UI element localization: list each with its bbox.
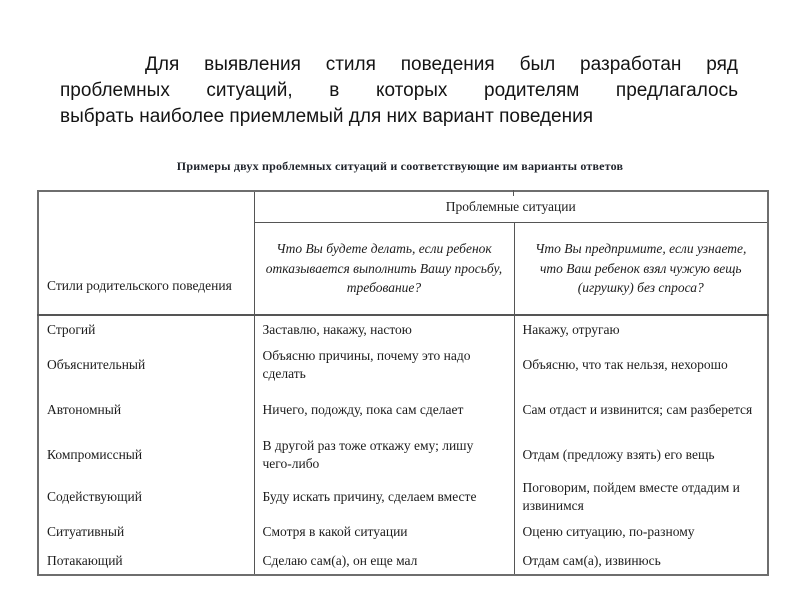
answer-situation-2: Отдам (предложу взять) его вещь <box>522 447 715 463</box>
column-header-styles: Стили родительского поведения <box>38 191 254 315</box>
style-name: Строгий <box>38 315 254 343</box>
answer-situation-2: Оценю ситуацию, по-разному <box>522 524 695 540</box>
answer-situation-2: Объясню, что так нельзя, нехорошо <box>522 357 728 373</box>
table-row <box>38 433 768 477</box>
answer-situation-2: Сам отдаст и извинится; сам разберется <box>522 402 753 418</box>
answer-situation-2: Поговорим, пойдем вместе отдадим и извинимся <box>522 480 740 513</box>
intro-line-3: выбрать наиболее приемлемый для них вариант поведения <box>60 106 594 127</box>
intro-paragraph <box>60 52 738 130</box>
answer-situation-1: Ничего, подожду, пока сам сделает <box>254 387 514 433</box>
column-header-situation-1: Что Вы будете делать, если ребенок отказывается выполнить Вашу просьбу, требование? <box>254 223 514 316</box>
answer-situation-1: Буду искать причину, сделаем вместе <box>254 477 514 517</box>
table-caption: Примеры двух проблемных ситуаций и соответствующие им варианты ответов <box>176 159 624 173</box>
style-name: Компромиссный <box>38 433 254 477</box>
styles-table-container <box>37 190 767 576</box>
table-row <box>38 477 768 517</box>
style-name: Объяснительный <box>38 343 254 387</box>
column-header-problem-situations: Проблемные ситуации <box>254 191 768 223</box>
answer-situation-1: Смотря в какой ситуации <box>254 517 514 547</box>
header-row-group <box>38 191 768 223</box>
answer-situation-1: Сделаю сам(а), он еще мал <box>254 547 514 575</box>
style-name: Потакающий <box>38 547 254 575</box>
answer-situation-2: Отдам сам(а), извинюсь <box>522 552 661 568</box>
table-row <box>38 315 768 343</box>
table-row <box>38 343 768 387</box>
answer-situation-1: Заставлю, накажу, настою <box>254 315 514 343</box>
intro-line-1: Для выявления стиля поведения был разработан ряд <box>145 54 738 75</box>
table-row <box>38 387 768 433</box>
answer-situation-2: Накажу, отругаю <box>522 321 620 337</box>
intro-line-2: проблемных ситуаций, в которых родителям предлагалось <box>60 80 738 101</box>
table-border-artifact <box>513 190 514 196</box>
style-name: Автономный <box>38 387 254 433</box>
answer-situation-1: Объясню причины, почему это надо сделать <box>254 343 514 387</box>
table-row <box>38 517 768 547</box>
column-header-situation-2: Что Вы предпримите, если узнаете, что Ваш ребенок взял чужую вещь (игрушку) без спроса? <box>535 241 747 296</box>
table-row <box>38 547 768 575</box>
style-name: Ситуативный <box>38 517 254 547</box>
style-name: Содействующий <box>38 477 254 517</box>
answer-situation-1: В другой раз тоже откажу ему; лишу чего-либо <box>254 433 514 477</box>
parenting-styles-table <box>37 190 769 576</box>
